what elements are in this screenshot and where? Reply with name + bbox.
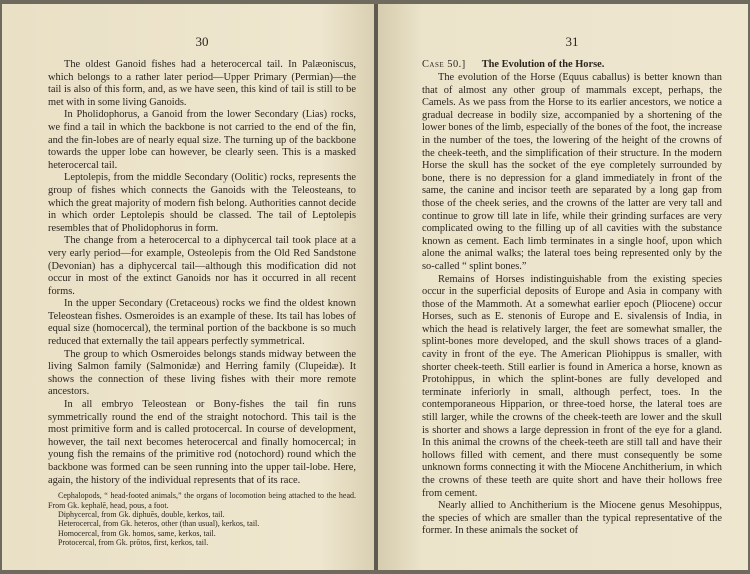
footnotes: [48, 491, 356, 547]
case-label: Case 50.]: [422, 59, 466, 70]
page-number: 31: [565, 34, 579, 49]
footnote: Protocercal, from Gk. prōtos, first, kerkos, tail.: [58, 538, 209, 548]
paragraph: In Pholidophorus, a Ganoid from the lower Secondary (Lias) rocks, we find a tail in which the backbone is not carried to the end of the fin, and the fin-lobes are of nearly equal size. The turning up of the backbone towards the upper lobe can however, be clearly seen. This is a masked heterocercal tail.: [48, 109, 356, 171]
footnote: Cephalopods, “ head-footed animals,” the organs of locomotion being attached to the head. From Gk. kephalē, head, pous, a foot.: [48, 491, 356, 510]
left-page: [2, 4, 376, 570]
paragraph: In the upper Secondary (Cretaceous) rocks we find the oldest known Teleostean fishes. Osmeroides is an example of these. Its tail has lobes of equal size (homocercal), the terminal portion of the backbone is so much reduced that externally the tail appears perfectly symmetrical.: [48, 298, 356, 348]
footnote: Homocercal, from Gk. homos, same, kerkos, tail.: [58, 528, 216, 538]
right-page: [378, 4, 748, 570]
paragraph: Nearly allied to Anchitherium is the Miocene genus Mesohippus, the species of which are smaller than the typical representative of the former. In these animals the socket of: [422, 500, 722, 537]
paragraph: The group to which Osmeroides belongs stands midway between the living Salmon family (Salmonidæ) and Herring family (Clupeidæ). It shows the connection of these living fishes with their more remote ancestors.: [48, 348, 356, 398]
paragraph: The oldest Ganoid fishes had a heterocercal tail. In Palæoniscus, which belongs to a rather later period—Upper Primary (Permian)—the tail is also of this form, and, as we have seen, this kind of tail is still to be met with in some living Ganoids.: [48, 59, 356, 108]
paragraph: The change from a heterocercal to a diphycercal tail took place at a very early period—for example, Osteolepis from the Old Red Sandstone (Devonian) has a diphycercal tail—although this modification did not occur in most of the extinct Ganoids nor has it occurred in all recent forms.: [48, 235, 356, 297]
paragraph: Leptolepis, from the middle Secondary (Oolitic) rocks, represents the group of fishes which connects the Ganoids with the Teleosteans, to which the great majority of modern fish belong. Authorities cannot decide in which order Leptolepis should be classed. The tail of Leptolepis resembles that of Pholidophorus in form.: [48, 172, 356, 234]
body-text: [48, 59, 356, 487]
body-text: [422, 72, 722, 538]
page-number: 30: [195, 34, 209, 49]
footnote: Diphycercal, from Gk. diphuēs, double, kerkos, tail.: [58, 510, 225, 519]
paragraph: The evolution of the Horse (Equus caballus) is better known than that of almost any other group of mammals except, perhaps, the Camels. As we pass from the Horse to its earlier ancestors, we notice a gradual decrease in bodily size, accompanied by a shortening of the lower bones of the limb, especially of the bones of the foot, the increase in the number of the toes, the lowering of the height of the crowns of the cheek-teeth, and the simplification of their structure. In the modern Horse the skull has the socket of the eye completely surrounded by bone, there is no depression for a gland immediately in front of the same, the canine and incisor teeth are separated by a long gap from those of the cheek series, and the crowns of the latter are very tall and continue to grow till late in life, while their grinding surfaces are very complicated owing to the filling up of all cavities with the substance known as cement. Each limb terminates in a single hoof, upon which alone the animal walks; the lateral toes being represented only by the so-called “ splint bones.”: [422, 72, 722, 272]
paragraph: Remains of Horses indistinguishable from the existing species occur in the superficial deposits of Europe and Asia in company with those of the Mammoth. At a somewhat earlier epoch (Pliocene) occur Horses, such as E. stenonis of Europe and E. sivalensis of India, in which the head is relatively larger, the feet are somewhat smaller, the splint-bones more developed, and the skull shows traces of a gland-cavity in front of the eye. The American Pliohippus is smaller, with shorter cheek-teeth. Still earlier is found in America a horse, known as Protohippus, in which the splint-bones are fully developed and terminate inferiorly in small, although perfect, toes. In the contemporaneous Hipparion, or three-toed horse, the lateral toes are still larger, while the crowns of the cheek-teeth are lower and the skull is shorter and shows a large depression in front of the eye for a gland. In this animal the crowns of the cheek-teeth are still tall and have their hollows filled with cement, and there must consequently be some unknown forms connecting it with the Miocene Anchitherium, in which the crowns of these teeth are quite short and have their hollows free from cement.: [422, 273, 722, 499]
section-title: The Evolution of the Horse.: [481, 59, 605, 70]
footnote: Heterocercal, from Gk. heteros, other (than usual), kerkos, tail.: [58, 519, 260, 529]
section-heading: [422, 59, 722, 70]
paragraph: In all embryo Teleostean or Bony-fishes the tail fin runs symmetrically round the end of the straight notochord. This tail is the most primitive form and is called protocercal. In course of development, however, the tail next becomes heterocercal and finally homocercal; in young fish the remains of the primitive rod (notochord) round which the backbone was formed can be seen running into the upper tail-lobe. Here, again, the history of the individual represents that of its race.: [48, 399, 356, 486]
